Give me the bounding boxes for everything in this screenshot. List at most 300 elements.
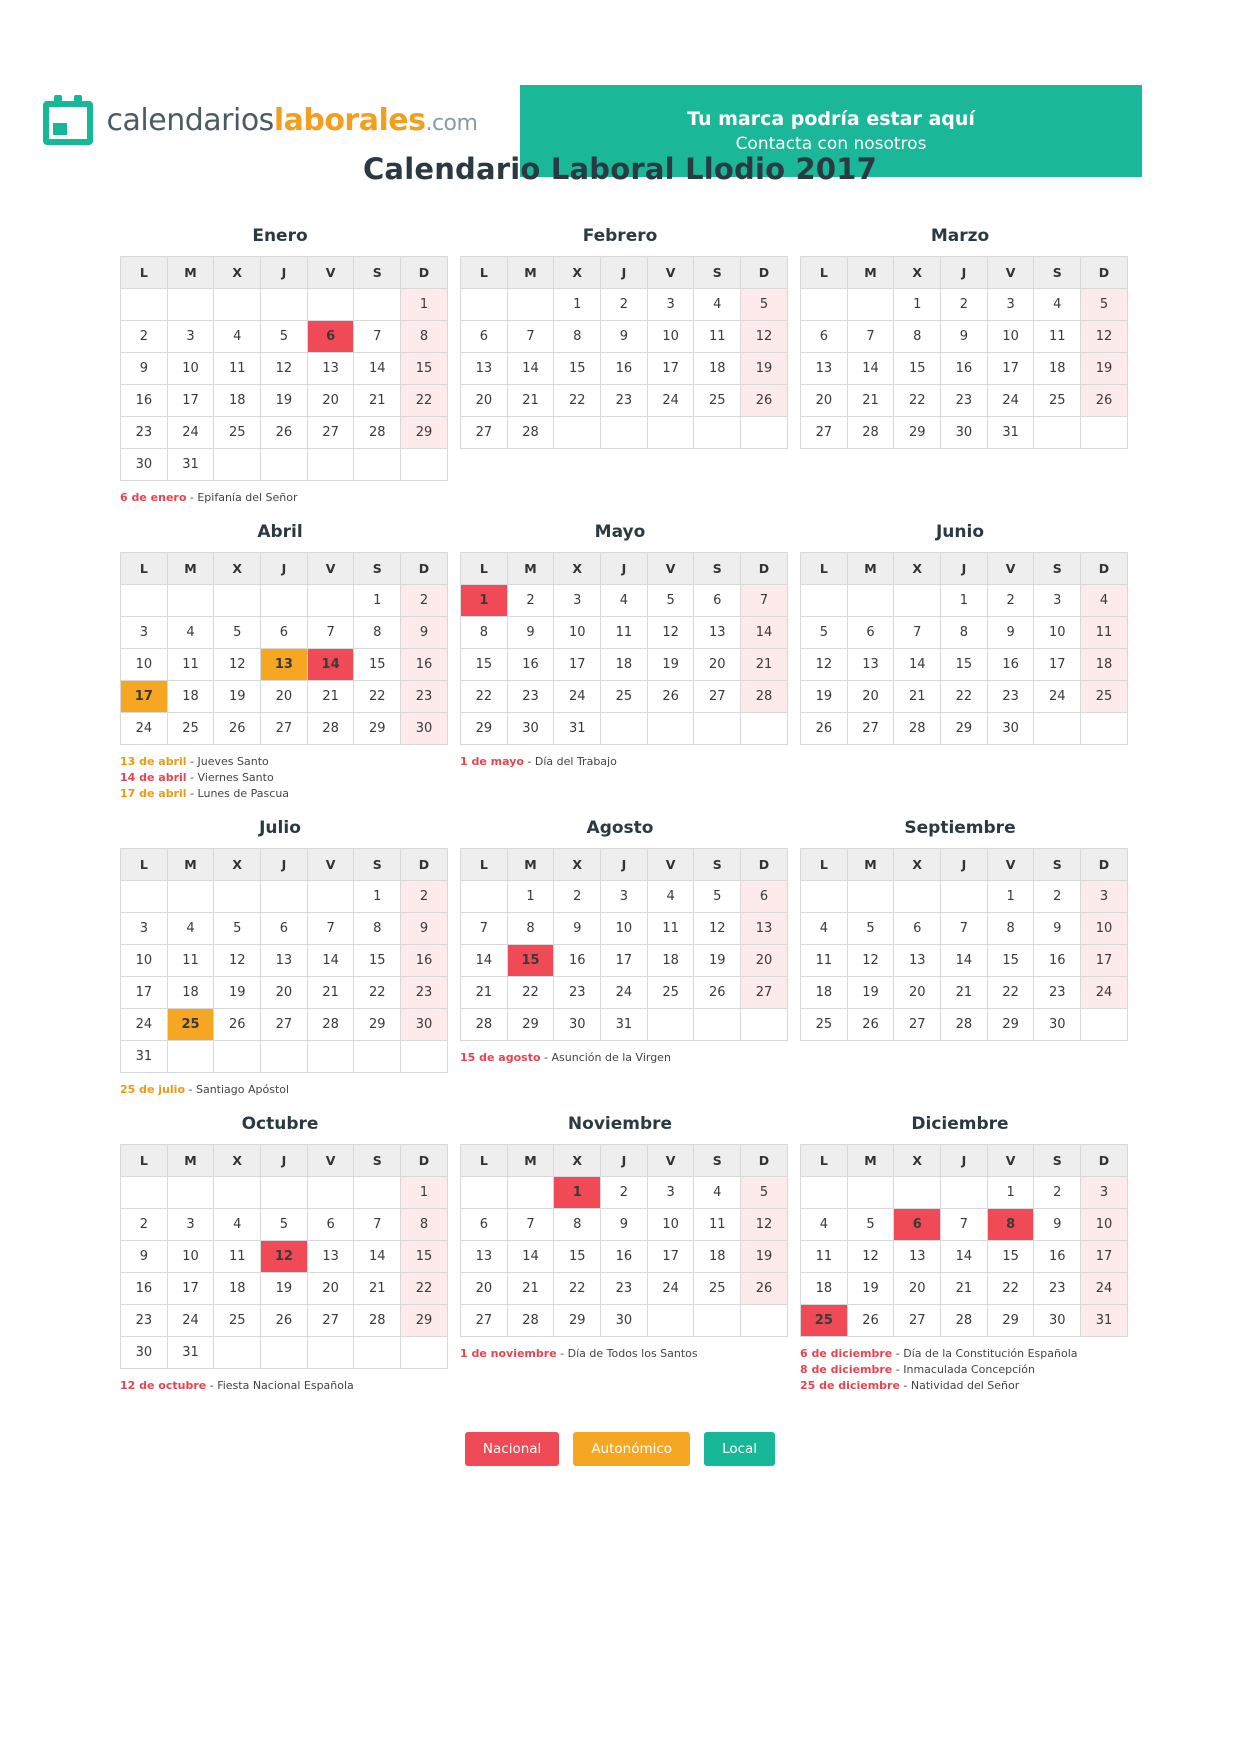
weekday-header: V [987, 257, 1034, 289]
legend-item[interactable]: Autonómico [573, 1432, 690, 1466]
empty-day-cell [1081, 713, 1128, 745]
day-cell: 25 [167, 713, 214, 745]
day-cell: 29 [401, 1305, 448, 1337]
day-cell: 17 [647, 1241, 694, 1273]
day-cell: 4 [601, 585, 648, 617]
weekday-header: S [694, 553, 741, 585]
weekday-header: D [1081, 849, 1128, 881]
day-cell: 1 [987, 1177, 1034, 1209]
day-cell: 27 [894, 1305, 941, 1337]
empty-day-cell [941, 881, 988, 913]
holiday-note-text: - Santiago Apóstol [185, 1083, 290, 1096]
empty-day-cell [601, 417, 648, 449]
weekday-header: D [1081, 257, 1128, 289]
day-cell: 24 [647, 1273, 694, 1305]
empty-day-cell [261, 585, 308, 617]
empty-day-cell [741, 713, 788, 745]
day-cell: 29 [461, 713, 508, 745]
weekday-header: S [694, 1145, 741, 1177]
day-cell: 21 [507, 385, 554, 417]
holiday-note [120, 786, 440, 802]
day-cell: 25 [647, 977, 694, 1009]
day-cell: 25 [1034, 385, 1081, 417]
week-row [461, 1305, 788, 1337]
holiday-note-date: 1 de noviembre [460, 1347, 557, 1360]
day-cell: 5 [261, 1209, 308, 1241]
day-cell: 26 [1081, 385, 1128, 417]
day-cell: 3 [554, 585, 601, 617]
day-cell: 19 [847, 977, 894, 1009]
day-cell: 17 [121, 977, 168, 1009]
weekday-header: J [261, 257, 308, 289]
day-cell: 8 [507, 913, 554, 945]
holiday-note-date: 12 de octubre [120, 1379, 207, 1392]
day-cell: 23 [121, 417, 168, 449]
day-cell: 22 [354, 681, 401, 713]
week-row [121, 1041, 448, 1073]
day-cell: 3 [987, 289, 1034, 321]
weekday-header: S [694, 849, 741, 881]
day-cell: 26 [847, 1009, 894, 1041]
holiday-note-date: 25 de diciembre [800, 1379, 900, 1392]
holiday-day-cell: 13 [261, 649, 308, 681]
weekday-header: D [741, 849, 788, 881]
weekday-header: L [121, 849, 168, 881]
empty-day-cell [307, 585, 354, 617]
month-calendar-table [800, 552, 1128, 745]
day-cell: 27 [694, 681, 741, 713]
day-cell: 13 [461, 353, 508, 385]
day-cell: 24 [1081, 977, 1128, 1009]
week-row [801, 353, 1128, 385]
empty-day-cell [507, 1177, 554, 1209]
legend [0, 1432, 1240, 1466]
holiday-note [460, 754, 780, 770]
month-title: Diciembre [911, 1114, 1009, 1134]
day-cell: 24 [167, 1305, 214, 1337]
day-cell: 21 [507, 1273, 554, 1305]
empty-day-cell [601, 713, 648, 745]
week-row [121, 585, 448, 617]
day-cell: 16 [554, 945, 601, 977]
day-cell: 12 [741, 1209, 788, 1241]
empty-day-cell [894, 585, 941, 617]
holiday-day-cell: 14 [307, 649, 354, 681]
day-cell: 23 [401, 681, 448, 713]
empty-day-cell [401, 1041, 448, 1073]
day-cell: 25 [214, 1305, 261, 1337]
empty-day-cell [894, 1177, 941, 1209]
weekday-header: L [121, 257, 168, 289]
day-cell: 16 [121, 385, 168, 417]
day-cell: 21 [307, 977, 354, 1009]
day-cell: 22 [554, 1273, 601, 1305]
weekday-header-row [461, 553, 788, 585]
month-calendar-table [800, 1144, 1128, 1337]
week-row [461, 585, 788, 617]
week-row [461, 1177, 788, 1209]
day-cell: 31 [121, 1041, 168, 1073]
day-cell: 12 [847, 945, 894, 977]
weekday-header-row [801, 553, 1128, 585]
day-cell: 16 [121, 1273, 168, 1305]
holiday-day-cell: 6 [894, 1209, 941, 1241]
empty-day-cell [167, 585, 214, 617]
weekday-header-row [121, 1145, 448, 1177]
empty-day-cell [647, 1305, 694, 1337]
day-cell: 21 [941, 1273, 988, 1305]
empty-day-cell [507, 289, 554, 321]
holiday-day-cell: 25 [801, 1305, 848, 1337]
week-row [801, 649, 1128, 681]
holiday-note-text: - Jueves Santo [186, 755, 269, 768]
week-row [121, 1305, 448, 1337]
empty-day-cell [261, 881, 308, 913]
weekday-header: V [307, 1145, 354, 1177]
day-cell: 9 [941, 321, 988, 353]
day-cell: 14 [507, 1241, 554, 1273]
empty-day-cell [261, 1337, 308, 1369]
week-row [121, 913, 448, 945]
day-cell: 17 [987, 353, 1034, 385]
weekday-header: V [307, 849, 354, 881]
holiday-note-text: - Día de Todos los Santos [556, 1347, 698, 1360]
holiday-note [120, 1082, 440, 1098]
day-cell: 3 [121, 617, 168, 649]
day-cell: 28 [507, 1305, 554, 1337]
holiday-note-text: - Natividad del Señor [899, 1379, 1020, 1392]
day-cell: 5 [741, 1177, 788, 1209]
weekday-header: J [941, 1145, 988, 1177]
week-row [121, 617, 448, 649]
day-cell: 4 [214, 321, 261, 353]
day-cell: 31 [1081, 1305, 1128, 1337]
holiday-notes [460, 754, 780, 770]
weekday-header: X [214, 1145, 261, 1177]
day-cell: 21 [461, 977, 508, 1009]
day-cell: 18 [694, 1241, 741, 1273]
day-cell: 2 [554, 881, 601, 913]
empty-day-cell [121, 1177, 168, 1209]
week-row [121, 1177, 448, 1209]
day-cell: 16 [941, 353, 988, 385]
day-cell: 8 [401, 321, 448, 353]
week-row [461, 617, 788, 649]
day-cell: 22 [987, 977, 1034, 1009]
day-cell: 10 [554, 617, 601, 649]
holiday-note-date: 14 de abril [120, 771, 187, 784]
day-cell: 13 [801, 353, 848, 385]
day-cell: 14 [507, 353, 554, 385]
day-cell: 14 [941, 945, 988, 977]
holiday-note-date: 15 de agosto [460, 1051, 541, 1064]
day-cell: 21 [941, 977, 988, 1009]
week-row [461, 1009, 788, 1041]
day-cell: 11 [694, 1209, 741, 1241]
day-cell: 26 [214, 713, 261, 745]
day-cell: 7 [461, 913, 508, 945]
week-row [801, 681, 1128, 713]
week-row [461, 649, 788, 681]
day-cell: 22 [507, 977, 554, 1009]
day-cell: 9 [554, 913, 601, 945]
day-cell: 8 [941, 617, 988, 649]
weekday-header-row [461, 849, 788, 881]
empty-day-cell [214, 449, 261, 481]
day-cell: 9 [1034, 913, 1081, 945]
site-logo[interactable] [0, 85, 520, 145]
day-cell: 28 [941, 1009, 988, 1041]
empty-day-cell [847, 1177, 894, 1209]
empty-day-cell [121, 585, 168, 617]
weekday-header: D [1081, 553, 1128, 585]
empty-day-cell [307, 449, 354, 481]
day-cell: 10 [1081, 913, 1128, 945]
weekday-header: L [121, 1145, 168, 1177]
day-cell: 5 [847, 913, 894, 945]
logo-text [107, 103, 478, 138]
holiday-note-date: 13 de abril [120, 755, 187, 768]
day-cell: 7 [507, 321, 554, 353]
week-row [801, 713, 1128, 745]
month-block [800, 806, 1120, 1098]
week-row [121, 417, 448, 449]
weekday-header: S [694, 257, 741, 289]
day-cell: 10 [647, 321, 694, 353]
day-cell: 12 [647, 617, 694, 649]
day-cell: 12 [741, 321, 788, 353]
day-cell: 28 [354, 417, 401, 449]
day-cell: 29 [987, 1009, 1034, 1041]
week-row [801, 1241, 1128, 1273]
month-calendar-table [120, 552, 448, 745]
weekday-header: V [647, 553, 694, 585]
day-cell: 19 [801, 681, 848, 713]
day-cell: 3 [601, 881, 648, 913]
day-cell: 2 [401, 585, 448, 617]
week-row [801, 585, 1128, 617]
day-cell: 11 [1081, 617, 1128, 649]
week-row [801, 617, 1128, 649]
weekday-header-row [461, 1145, 788, 1177]
day-cell: 25 [1081, 681, 1128, 713]
day-cell: 10 [601, 913, 648, 945]
day-cell: 18 [167, 681, 214, 713]
empty-day-cell [847, 881, 894, 913]
day-cell: 19 [261, 1273, 308, 1305]
legend-item[interactable]: Local [704, 1432, 775, 1466]
day-cell: 23 [601, 385, 648, 417]
day-cell: 10 [647, 1209, 694, 1241]
weekday-header: V [307, 553, 354, 585]
day-cell: 16 [1034, 945, 1081, 977]
day-cell: 7 [941, 1209, 988, 1241]
day-cell: 13 [894, 1241, 941, 1273]
day-cell: 8 [354, 913, 401, 945]
day-cell: 8 [554, 321, 601, 353]
holiday-day-cell: 12 [261, 1241, 308, 1273]
weekday-header: X [554, 257, 601, 289]
day-cell: 6 [847, 617, 894, 649]
empty-day-cell [354, 289, 401, 321]
weekday-header: J [601, 849, 648, 881]
day-cell: 19 [1081, 353, 1128, 385]
day-cell: 4 [694, 1177, 741, 1209]
day-cell: 28 [941, 1305, 988, 1337]
day-cell: 14 [307, 945, 354, 977]
weekday-header: J [601, 553, 648, 585]
day-cell: 19 [214, 681, 261, 713]
day-cell: 4 [694, 289, 741, 321]
day-cell: 28 [307, 713, 354, 745]
day-cell: 26 [647, 681, 694, 713]
weekday-header: V [987, 553, 1034, 585]
empty-day-cell [1034, 417, 1081, 449]
empty-day-cell [461, 881, 508, 913]
weekday-header: J [601, 257, 648, 289]
empty-day-cell [307, 1177, 354, 1209]
day-cell: 15 [554, 1241, 601, 1273]
day-cell: 14 [354, 353, 401, 385]
day-cell: 29 [507, 1009, 554, 1041]
day-cell: 27 [801, 417, 848, 449]
weekday-header: D [741, 1145, 788, 1177]
day-cell: 18 [694, 353, 741, 385]
week-row [121, 385, 448, 417]
day-cell: 15 [894, 353, 941, 385]
month-title: Noviembre [567, 1114, 673, 1134]
month-title: Julio [259, 818, 301, 838]
day-cell: 9 [987, 617, 1034, 649]
day-cell: 27 [461, 417, 508, 449]
holiday-note-date: 17 de abril [120, 787, 187, 800]
day-cell: 21 [847, 385, 894, 417]
day-cell: 7 [507, 1209, 554, 1241]
month-block [120, 806, 440, 1098]
week-row [121, 353, 448, 385]
day-cell: 28 [354, 1305, 401, 1337]
day-cell: 29 [554, 1305, 601, 1337]
day-cell: 16 [601, 353, 648, 385]
day-cell: 15 [354, 649, 401, 681]
day-cell: 1 [987, 881, 1034, 913]
day-cell: 5 [647, 585, 694, 617]
day-cell: 5 [214, 913, 261, 945]
day-cell: 16 [401, 649, 448, 681]
week-row [121, 1009, 448, 1041]
day-cell: 2 [401, 881, 448, 913]
day-cell: 21 [307, 681, 354, 713]
week-row [121, 977, 448, 1009]
holiday-day-cell: 15 [507, 945, 554, 977]
weekday-header: X [894, 553, 941, 585]
logo-text-part2: laborales [273, 102, 426, 138]
holiday-notes [460, 1346, 780, 1362]
day-cell: 26 [847, 1305, 894, 1337]
day-cell: 22 [401, 1273, 448, 1305]
week-row [121, 713, 448, 745]
holiday-note-date: 1 de mayo [460, 755, 524, 768]
week-row [801, 321, 1128, 353]
day-cell: 4 [214, 1209, 261, 1241]
day-cell: 1 [554, 289, 601, 321]
day-cell: 17 [554, 649, 601, 681]
day-cell: 5 [741, 289, 788, 321]
day-cell: 9 [601, 1209, 648, 1241]
empty-day-cell [554, 417, 601, 449]
weekday-header: L [801, 849, 848, 881]
weekday-header: S [354, 1145, 401, 1177]
empty-day-cell [214, 585, 261, 617]
month-block [120, 1102, 440, 1394]
weekday-header: L [461, 1145, 508, 1177]
empty-day-cell [894, 881, 941, 913]
day-cell: 27 [741, 977, 788, 1009]
empty-day-cell [121, 289, 168, 321]
week-row [461, 681, 788, 713]
day-cell: 30 [987, 713, 1034, 745]
logo-text-part3: .com [425, 110, 478, 136]
day-cell: 19 [261, 385, 308, 417]
weekday-header: L [461, 553, 508, 585]
day-cell: 5 [801, 617, 848, 649]
day-cell: 26 [741, 385, 788, 417]
empty-day-cell [214, 289, 261, 321]
day-cell: 20 [461, 1273, 508, 1305]
weekday-header: M [167, 257, 214, 289]
day-cell: 31 [554, 713, 601, 745]
day-cell: 22 [554, 385, 601, 417]
day-cell: 15 [401, 1241, 448, 1273]
week-row [461, 713, 788, 745]
day-cell: 25 [214, 417, 261, 449]
day-cell: 11 [694, 321, 741, 353]
holiday-notes [120, 1082, 440, 1098]
day-cell: 8 [987, 913, 1034, 945]
day-cell: 15 [941, 649, 988, 681]
week-row [461, 1273, 788, 1305]
day-cell: 29 [894, 417, 941, 449]
day-cell: 30 [601, 1305, 648, 1337]
day-cell: 1 [354, 585, 401, 617]
weekday-header: X [214, 553, 261, 585]
day-cell: 21 [354, 385, 401, 417]
day-cell: 16 [507, 649, 554, 681]
holiday-note [460, 1050, 780, 1066]
week-row [801, 1177, 1128, 1209]
empty-day-cell [741, 1009, 788, 1041]
day-cell: 22 [401, 385, 448, 417]
day-cell: 27 [894, 1009, 941, 1041]
day-cell: 26 [261, 417, 308, 449]
weekday-header: V [647, 257, 694, 289]
day-cell: 6 [261, 913, 308, 945]
legend-item[interactable]: Nacional [465, 1432, 559, 1466]
holiday-note-date: 8 de diciembre [800, 1363, 893, 1376]
day-cell: 4 [647, 881, 694, 913]
weekday-header: M [847, 849, 894, 881]
day-cell: 2 [121, 321, 168, 353]
month-title: Junio [935, 522, 985, 542]
day-cell: 24 [1034, 681, 1081, 713]
day-cell: 4 [167, 913, 214, 945]
day-cell: 6 [461, 1209, 508, 1241]
week-row [121, 649, 448, 681]
day-cell: 28 [894, 713, 941, 745]
weekday-header: X [214, 257, 261, 289]
empty-day-cell [354, 1337, 401, 1369]
week-row [801, 913, 1128, 945]
